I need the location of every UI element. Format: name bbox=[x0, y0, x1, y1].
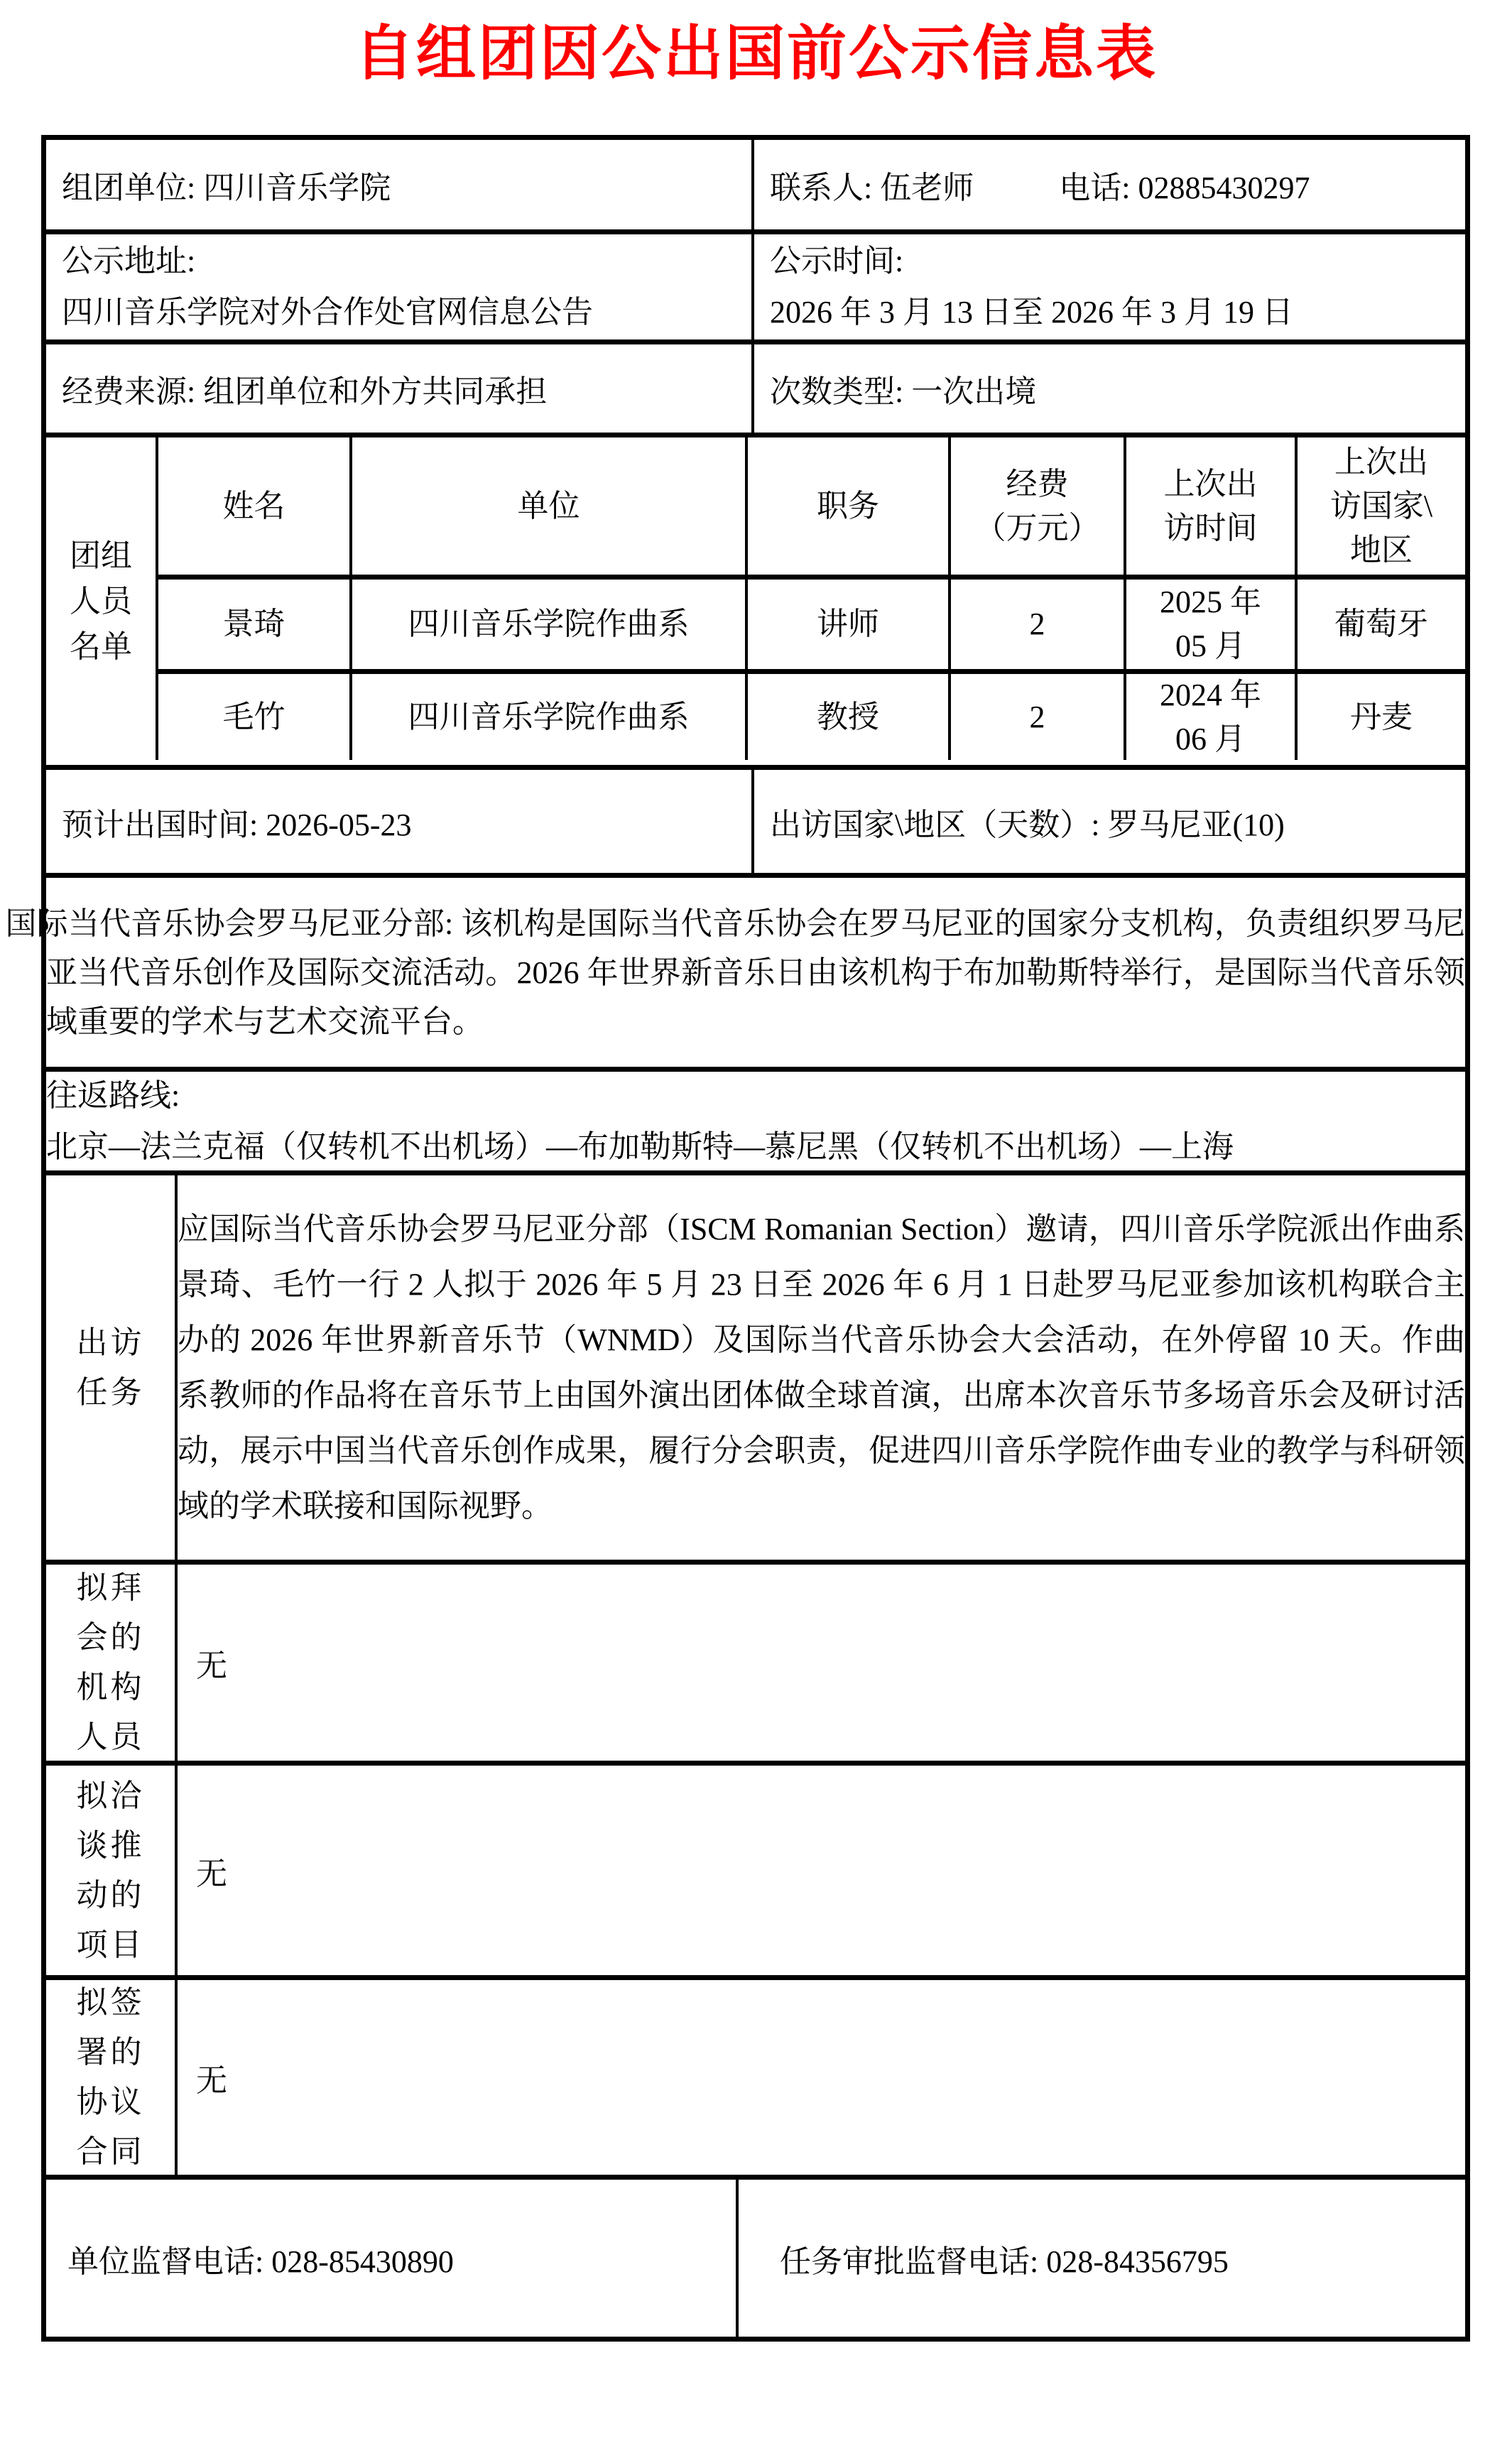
org-unit-cell bbox=[46, 140, 751, 229]
page-title: 自组团因公出国前公示信息表 bbox=[354, 21, 1158, 87]
departure-date-cell bbox=[46, 770, 751, 873]
row-address-time bbox=[46, 229, 1465, 339]
agreements-to-sign-value: 无 bbox=[175, 1980, 1465, 2175]
member-name-cell: 毛竹 bbox=[156, 674, 349, 760]
projects-to-negotiate-value: 无 bbox=[175, 1766, 1465, 1975]
publicity-time-label: 公示时间: bbox=[770, 244, 904, 278]
publicity-address-label: 公示地址: bbox=[62, 244, 196, 278]
row-supervision-phones bbox=[46, 2175, 1465, 2337]
trip-count-cell bbox=[751, 344, 1465, 433]
group-members-label: 团组 人员 名单 bbox=[70, 538, 132, 664]
institutions-to-visit-label: 拟拜 会的 机构 人员 bbox=[76, 1570, 145, 1754]
publicity-address-value: 四川音乐学院对外合作处官网信息公告 bbox=[62, 295, 593, 330]
member-row bbox=[156, 575, 1465, 669]
header-last-time: 上次出 访时间 bbox=[1124, 437, 1295, 575]
task-supervision-phone-value: 028-84356795 bbox=[1046, 2244, 1229, 2279]
row-org-contact bbox=[46, 140, 1465, 229]
header-fee: 经费 （万元） bbox=[948, 437, 1124, 575]
route-label: 往返路线: bbox=[46, 1077, 180, 1113]
member-grid bbox=[156, 437, 1465, 765]
visit-task-label: 出访 任务 bbox=[76, 1325, 145, 1410]
funding-value: 组团单位和外方共同承担 bbox=[203, 374, 548, 409]
member-unit-cell: 四川音乐学院作曲系 bbox=[349, 674, 745, 760]
document-page bbox=[0, 17, 1512, 2342]
inviter-intro-text: 国际当代音乐协会罗马尼亚分部: 该机构是国际当代音乐协会在罗马尼亚的国家分支机构，负责组织罗马尼亚当代音乐创作及国际交流活动。2026 年世界新音乐日由该机构于布加勒斯特举行，是国际当代音乐领域重要的学术与艺术交流平台。 bbox=[5, 906, 1465, 1039]
phone-label: 电话: bbox=[1059, 170, 1131, 205]
visit-task-cell bbox=[175, 1175, 1465, 1560]
institutions-to-visit-value: 无 bbox=[175, 1565, 1465, 1761]
member-fee-cell: 2 bbox=[948, 674, 1124, 760]
visit-task-text: 应国际当代音乐协会罗马尼亚分部（ISCM Romanian Section）邀请，四川音乐学院派出作曲系景琦、毛竹一行 2 人拟于 2026 年 5 月 23 日至 2026 年 6 月 1 日赴罗马尼亚参加该机构联合主办的 2026 年世界新音乐节（WNMD）及国际当代音乐协会大会活动，在外停留 10 天。作曲系教师的作品将在音乐节上由国外演出团体做全球首演，出席本次音乐节多场音乐会及研讨活动，展示中国当代音乐创作成果，履行分会职责，促进四川音乐学院作曲专业的教学与科研领域的学术联接和国际视野。 bbox=[178, 1211, 1465, 1523]
departure-date-label: 预计出国时间: bbox=[62, 807, 259, 842]
row-funding-type bbox=[46, 339, 1465, 433]
member-last-time-cell: 2024 年 06 月 bbox=[1124, 674, 1295, 760]
publicity-time-value: 2026 年 3 月 13 日至 2026 年 3 月 19 日 bbox=[770, 295, 1293, 330]
member-header-row bbox=[156, 437, 1465, 575]
contact-label: 联系人: bbox=[770, 170, 873, 205]
route-text: 北京—法兰克福（仅转机不出机场）—布加勒斯特—慕尼黑（仅转机不出机场）—上海 bbox=[46, 1129, 1234, 1164]
trip-count-label: 次数类型: bbox=[770, 374, 904, 409]
phone-value: 02885430297 bbox=[1138, 170, 1310, 205]
header-last-country: 上次出 访国家\ 地区 bbox=[1295, 437, 1465, 575]
contact-value: 伍老师 bbox=[880, 170, 974, 205]
publicity-time-cell bbox=[751, 234, 1465, 339]
member-title-cell: 教授 bbox=[745, 674, 948, 760]
header-unit: 单位 bbox=[349, 437, 745, 575]
header-name: 姓名 bbox=[156, 437, 349, 575]
funding-cell bbox=[46, 344, 751, 433]
member-name-cell: 景琦 bbox=[156, 580, 349, 669]
unit-supervision-phone-label: 单位监督电话: bbox=[67, 2244, 264, 2279]
org-unit-value: 四川音乐学院 bbox=[203, 170, 391, 205]
row-agreements-to-sign bbox=[46, 1975, 1465, 2175]
trip-count-value: 一次出境 bbox=[911, 374, 1037, 409]
org-unit-label: 组团单位: bbox=[62, 170, 196, 205]
member-last-country-cell: 葡萄牙 bbox=[1295, 580, 1465, 669]
destination-value: 罗马尼亚(10) bbox=[1107, 807, 1285, 842]
member-row bbox=[156, 669, 1465, 760]
task-supervision-phone-label: 任务审批监督电话: bbox=[780, 2244, 1039, 2279]
row-inviter-intro bbox=[5, 873, 1465, 1067]
member-last-country-cell: 丹麦 bbox=[1295, 674, 1465, 760]
destination-label: 出访国家\地区（天数）: bbox=[770, 807, 1100, 842]
route-cell bbox=[46, 1072, 1465, 1170]
row-route bbox=[46, 1067, 1465, 1170]
row-visit-task bbox=[46, 1170, 1465, 1560]
row-departure bbox=[46, 765, 1465, 873]
member-unit-cell: 四川音乐学院作曲系 bbox=[349, 580, 745, 669]
departure-date-value: 2026-05-23 bbox=[266, 807, 412, 842]
task-supervision-phone-cell bbox=[736, 2180, 1465, 2337]
unit-supervision-phone-cell bbox=[46, 2180, 736, 2337]
form-table bbox=[5, 135, 1470, 2342]
member-last-time-cell: 2025 年 05 月 bbox=[1124, 580, 1295, 669]
agreements-to-sign-label: 拟签 署的 协议 合同 bbox=[76, 1985, 145, 2169]
unit-supervision-phone-value: 028-85430890 bbox=[271, 2244, 454, 2279]
member-fee-cell: 2 bbox=[948, 580, 1124, 669]
row-institutions-to-visit bbox=[46, 1560, 1465, 1761]
member-title-cell: 讲师 bbox=[745, 580, 948, 669]
header-title: 职务 bbox=[745, 437, 948, 575]
member-list-band bbox=[46, 433, 1465, 765]
publicity-address-cell bbox=[46, 234, 751, 339]
contact-cell bbox=[751, 140, 1465, 229]
projects-to-negotiate-label: 拟洽 谈推 动的 项目 bbox=[76, 1778, 145, 1962]
funding-label: 经费来源: bbox=[62, 374, 196, 409]
inviter-intro-cell bbox=[5, 878, 1465, 1067]
destination-cell bbox=[751, 770, 1465, 873]
row-projects-to-negotiate bbox=[46, 1761, 1465, 1975]
